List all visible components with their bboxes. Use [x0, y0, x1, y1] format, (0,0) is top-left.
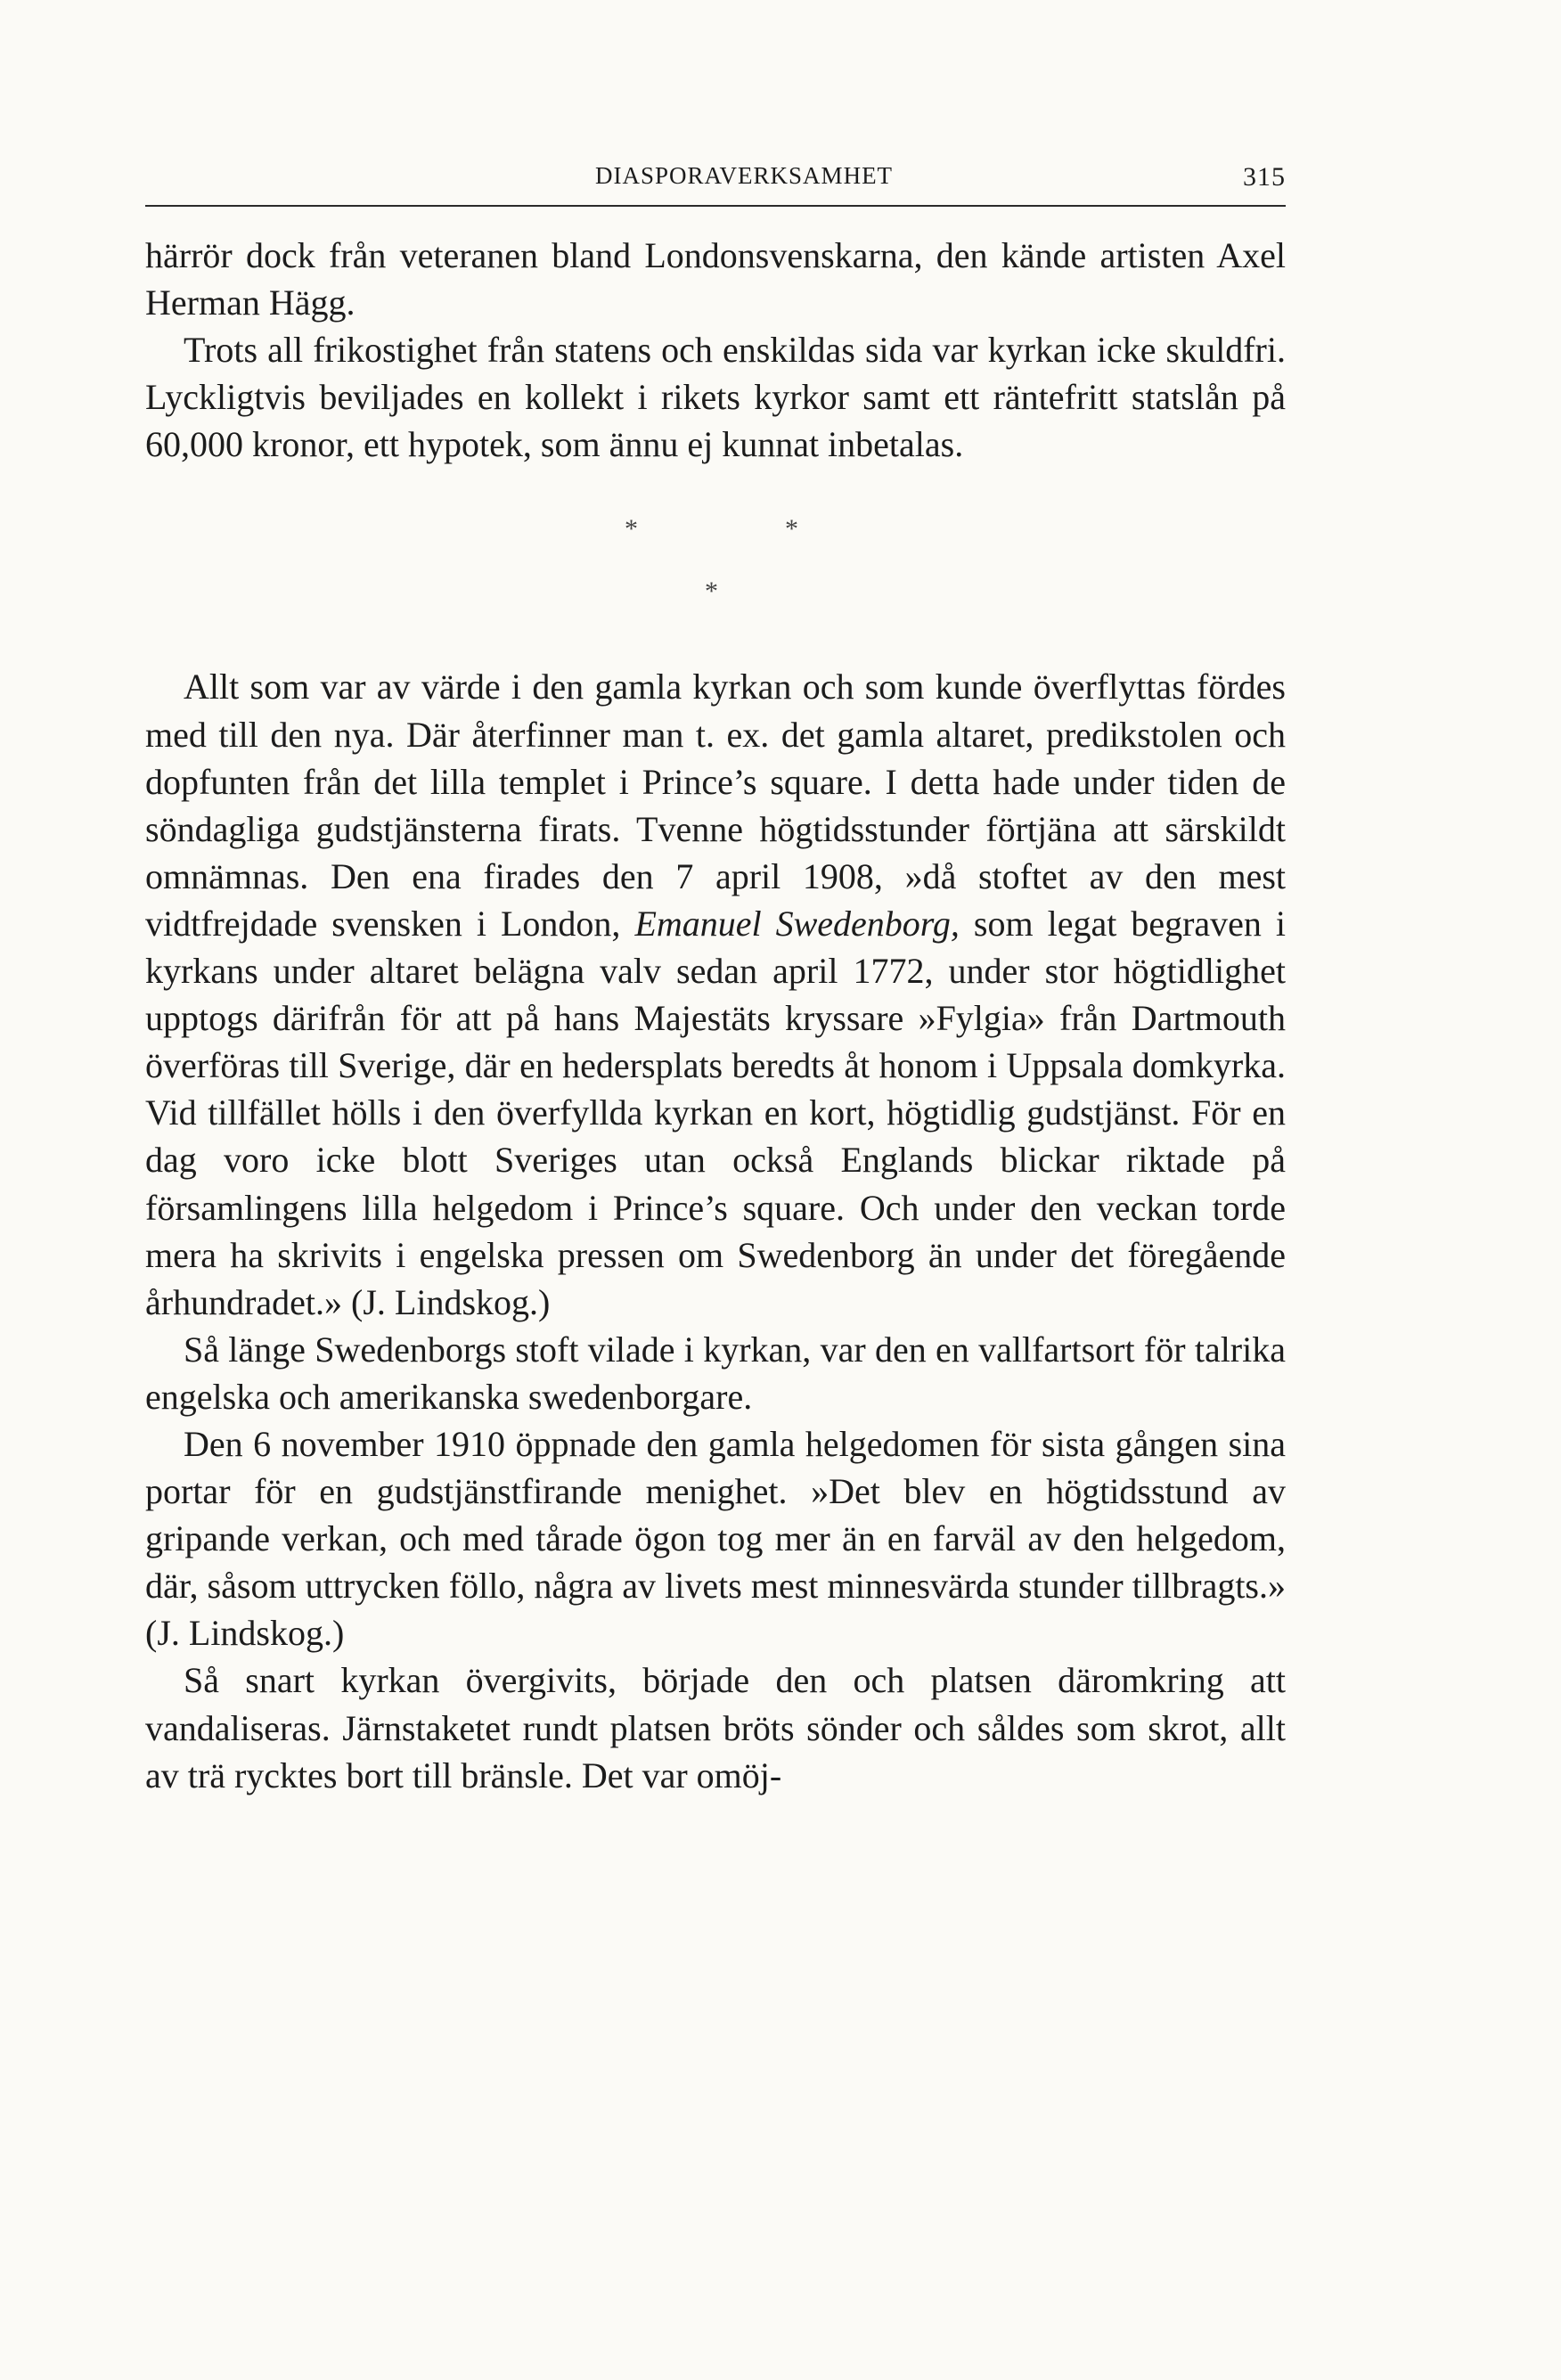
header-rule	[145, 205, 1286, 207]
paragraph-vandalism: Så snart kyrkan övergivits, började den och platsen däromkring att vandaliseras. Järnstaketet rundt platsen bröts sönder och såldes som skrot, allt av trä rycktes bort till bränsle. Det var omöj-	[145, 1660, 1286, 1795]
swedenborg-name: Emanuel Swedenborg,	[634, 903, 960, 944]
paragraph-swedenborg-part2: som legat begraven i kyrkans under altaret belägna valv sedan april 1772, under stor högtidlighet upptogs därifrån för att på hans Majestäts kryssare »Fylgia» från Dartmouth överföras till Sverige, där en hedersplats beredts åt honom i Uppsala domkyrka. Vid tillfället hölls i den överfyllda kyrkan en kort, högtidlig gudstjänst. För en dag voro icke blott Sveriges utan också Englands blickar riktade på församlingens lilla helgedom i Prince’s square. Och under den veckan torde mera ha skrivits i engelska pressen om Swedenborg än under det föregående århundradet.» (J. Lindskog.)	[145, 903, 1287, 1322]
paragraph-finances: Trots all frikostighet från statens och enskildas sida var kyrkan icke skuldfri. Lyckligtvis beviljades en kollekt i rikets kyrkor samt ett räntefritt statslån på 60,000 kronor, ett hypotek, som ännu ej kunnat inbetalas.	[145, 330, 1286, 465]
paragraph-swedenborg	[145, 663, 1286, 1325]
asterisk-bottom-icon: *	[705, 577, 718, 607]
paragraph-continued: härrör dock från veteranen bland Londonsvenskarna, den kände artisten Axel Herman Hägg.	[145, 235, 1286, 323]
paragraph-last-service: Den 6 november 1910 öppnade den gamla helgedomen för sista gången sina portar för en gudstjänstfirande menighet. »Det blev en högtidsstund av gripande verkan, och med tårade ögon tog mer än en farväl av den helgedom, där, såsom uttrycken föllo, några av livets mest minnesvärda stunder tillbragts.» (J. Lindskog.)	[145, 1423, 1286, 1654]
asterisk-left-icon: *	[625, 514, 638, 544]
asterisk-right-icon: *	[785, 514, 798, 544]
paragraph-pilgrimage: Så länge Swedenborgs stoft vilade i kyrkan, var den en vallfartsort för talrika engelska och amerikanska swedenborgare.	[145, 1329, 1286, 1417]
section-break-asterism	[145, 468, 1286, 663]
page-number: 315	[1243, 162, 1286, 192]
body-text	[145, 232, 1286, 1799]
running-head	[145, 157, 1286, 192]
running-title: DIASPORAVERKSAMHET	[595, 162, 894, 189]
paragraph-swedenborg-part1: Allt som var av värde i den gamla kyrkan och som kunde överflyttas fördes med till den nya. Där återfinner man t. ex. det gamla altaret, predikstolen och dopfunten från det lilla templet i Prince’s square. I detta hade under tiden de söndagliga gudstjänsterna firats. Tvenne högtidsstunder förtjäna att särskildt omnämnas. Den ena firades den 7 april 1908, »då stoftet av den mest vidtfrejdade svensken i London,	[145, 667, 1286, 944]
